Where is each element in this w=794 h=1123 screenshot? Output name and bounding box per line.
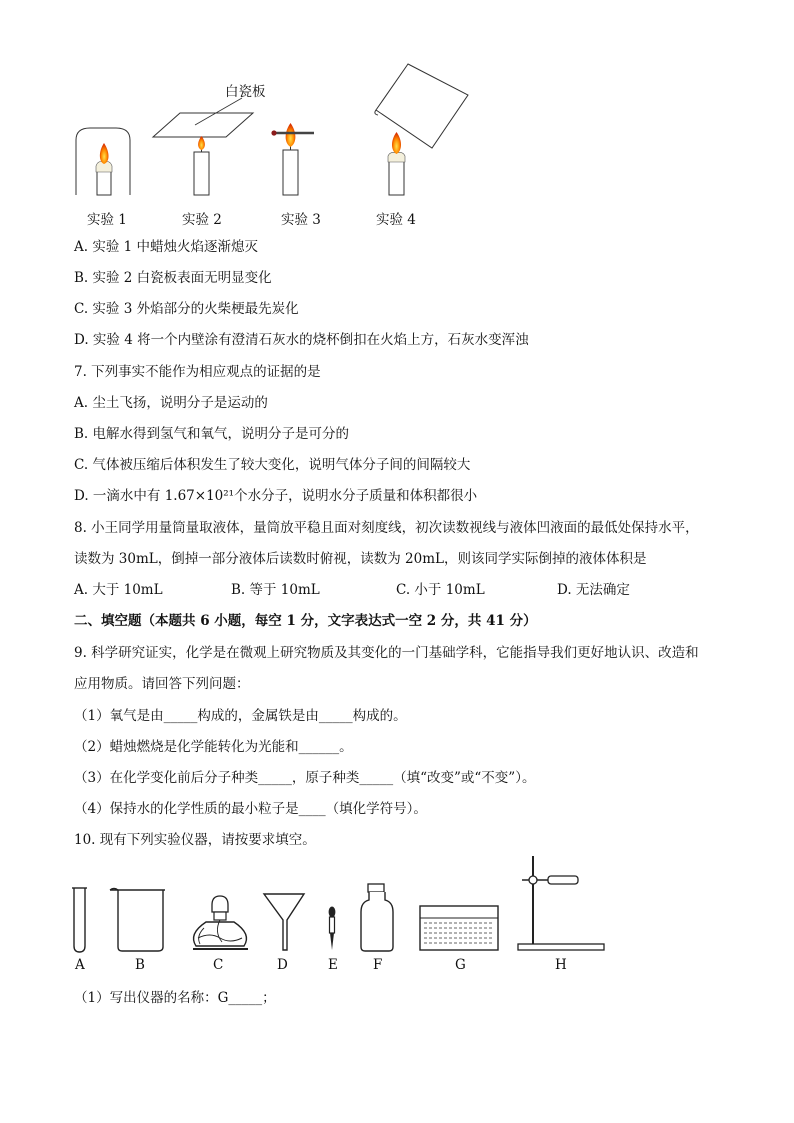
q7-option-c: C. 气体被压缩后体积发生了较大变化，说明气体分子间的间隔较大 xyxy=(74,457,471,473)
q9-subquestion-1: （1）氧气是由_____构成的，金属铁是由_____构成的。 xyxy=(74,708,407,724)
instrument-g-water-trough xyxy=(420,906,498,950)
caption-experiment-1: 实验 1 xyxy=(87,212,127,228)
q7-option-d: D. 一滴水中有 1.67×10²¹个水分子，说明水分子质量和体积都很小 xyxy=(74,488,478,504)
instrument-label-a: A xyxy=(75,957,85,973)
q10-subquestion-1: （1）写出仪器的名称：G_____； xyxy=(74,990,276,1006)
candle-experiment-drawings xyxy=(0,0,794,210)
q7-stem: 7. 下列事实不能作为相应观点的证据的是 xyxy=(74,364,321,380)
q9-subquestion-4: （4）保持水的化学性质的最小粒子是____（填化学符号）。 xyxy=(74,801,427,817)
instrument-f-reagent-bottle xyxy=(361,884,393,951)
lab-instruments-figure xyxy=(0,850,794,960)
instrument-e-dropper xyxy=(329,907,336,951)
q6-option-a: A. 实验 1 中蜡烛火焰逐渐熄灭 xyxy=(74,239,259,255)
experiment-4-inverted-beaker-candle xyxy=(375,64,468,195)
caption-experiment-3: 实验 3 xyxy=(281,212,321,228)
instrument-label-f: F xyxy=(373,957,383,973)
q6-option-b: B. 实验 2 白瓷板表面无明显变化 xyxy=(74,270,272,286)
label-white-porcelain-board: 白瓷板 xyxy=(225,84,266,100)
caption-experiment-2: 实验 2 xyxy=(182,212,222,228)
section-2-heading: 二、填空题（本题共 6 小题，每空 1 分，文字表达式一空 2 分，共 41 分） xyxy=(74,613,537,629)
instrument-d-funnel xyxy=(264,894,304,950)
instrument-c-alcohol-lamp xyxy=(193,896,248,949)
q8-option-b: B. 等于 10mL xyxy=(231,582,320,598)
instrument-a-test-tube xyxy=(72,888,87,952)
q8-option-c: C. 小于 10mL xyxy=(396,582,485,598)
q8-stem-line-1: 8. 小王同学用量筒量取液体，量筒放平稳且面对刻度线，初次读数视线与液体凹液面的最低处保持水平， xyxy=(74,520,699,536)
experiment-3-matchstick-candle xyxy=(271,123,314,195)
instrument-h-iron-stand xyxy=(518,856,604,950)
instrument-label-b: B xyxy=(135,957,145,973)
experiment-1-bell-jar-candle xyxy=(76,128,130,195)
instrument-label-g: G xyxy=(455,957,466,973)
q8-option-a: A. 大于 10mL xyxy=(74,582,163,598)
q9-subquestion-3: （3）在化学变化前后分子种类_____，原子种类_____（填“改变”或“不变”）。 xyxy=(74,770,536,786)
instrument-label-h: H xyxy=(555,957,567,973)
instrument-label-e: E xyxy=(328,957,338,973)
caption-experiment-4: 实验 4 xyxy=(376,212,416,228)
instrument-label-d: D xyxy=(277,957,288,973)
q6-option-c: C. 实验 3 外焰部分的火柴梗最先炭化 xyxy=(74,301,299,317)
q9-subquestion-2: （2）蜡烛燃烧是化学能转化为光能和______。 xyxy=(74,739,353,755)
q8-option-d: D. 无法确定 xyxy=(557,582,630,598)
q6-option-d: D. 实验 4 将一个内壁涂有澄清石灰水的烧杯倒扣在火焰上方，石灰水变浑浊 xyxy=(74,332,529,348)
experiment-2-porcelain-board-candle xyxy=(153,98,253,195)
q7-option-a: A. 尘土飞扬，说明分子是运动的 xyxy=(74,395,268,411)
q9-stem-line-2: 应用物质。请回答下列问题： xyxy=(74,676,250,692)
q10-stem: 10. 现有下列实验仪器，请按要求填空。 xyxy=(74,832,316,848)
q9-stem-line-1: 9. 科学研究证实，化学是在微观上研究物质及其变化的一门基础学科，它能指导我们更好地认识、改造和 xyxy=(74,645,699,661)
q7-option-b: B. 电解水得到氢气和氧气，说明分子是可分的 xyxy=(74,426,350,442)
instrument-b-beaker xyxy=(110,889,165,952)
instrument-label-c: C xyxy=(213,957,224,973)
q8-stem-line-2: 读数为 30mL，倒掉一部分液体后读数时俯视，读数为 20mL，则该同学实际倒掉的液体体积是 xyxy=(74,551,647,567)
